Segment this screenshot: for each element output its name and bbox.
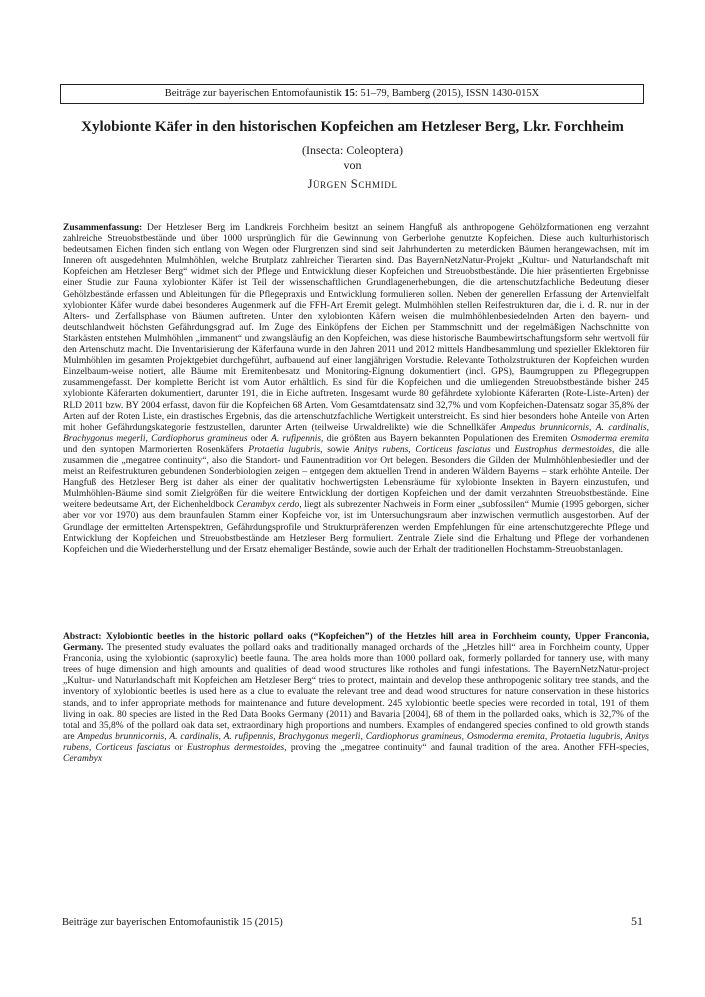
- zusammenfassung-text: oder: [247, 433, 272, 444]
- zusammenfassung-text: , die alle zusammen die „megatree continuity“, also die Standort- und Faunentradition vor Ort belegen. Besonders die Gilden der Mulmhöhlenbesiedler und der meist an Reifestrukturen gebundenen Sonderbiologien zeigen – entgegen dem aktuellen Trend in anderen Wäldern Bayerns – stark erhöhte Anteile. Der Hangfuß des Hetzleser Berg ist daher als einer der qualitativ hochwertigsten Lebensräume für xylobionte Insekten in Bayern einzustufen, und Mulmhöhlen-Bäume sind somit Zielgrößen für die weitere Entwicklung der dortigen Kopfeichen und der damit verzahnten Streuobstbestände. Eine weitere bedeutsame Art, der Eichenheldbock: [63, 444, 650, 511]
- zusammenfassung-text: und den syntopen Marmorierten Rosenkäfers: [63, 444, 249, 455]
- abstract-label: Abstract: Xylobiontic beetles in the historic pollard oaks (“Kopfeichen”) of the Hetzles hill area in Forchheim county, Upper Franconia, Germany.: [63, 632, 649, 654]
- author-name: Jürgen Schmidl: [307, 177, 398, 191]
- zusammenfassung-label: Zusammenfassung:: [63, 223, 143, 233]
- abstract-text: The presented study evaluates the pollard oaks and traditionally managed orchards of the „Hetzles hill“ area in Forchheim county, Upper Franconia, using the xylobiontic (saproxylic) beetle fauna. The area holds more than 1000 pollard oak, formerly pollarded for tannery use, with many trees of huge dimension and high amounts and qualities of dead wood structures like rotholes and fungi infestations. The BayernNetzNatur-project „Kultur- und Naturlandschaft mit Kopfeichen am Hetzleser Berg“ tries to protect, maintain and develop these anthropogenic solitary tree stands, and the inventory of xylobiontic beetles is used here as a clue to evaluate the relevant tree and dead wood structures for nature conservation in these historics stands, and to infer appropriate methods for maintenance and future development. 245 xylobiontic beetle species were recorded in total, 191 of them living in oak. 80 species are listed in the Red Data Books Germany (2011) and Bavaria [2004], 68 of them in the pollarded oaks, which is 32,7% of the total and 35,8% of the pollard oak data set, extraordinary high proportions and numbers. Examples of endangered species confined to old growth stands are: [63, 643, 649, 742]
- species-name: Protaetia lugubris: [248, 444, 321, 455]
- species-name: Cerambyx: [63, 754, 103, 765]
- species-name: Ampedus brunnicornis, A. cardinalis, Brachygonus megerli, Cardiophorus gramineus: [63, 422, 649, 444]
- page-number: 51: [631, 914, 643, 928]
- journal-pages-issn: : 51–79, Bamberg (2015), ISSN 1430-015X: [354, 88, 540, 99]
- abstract-text: or: [170, 742, 187, 753]
- zusammenfassung-text: , liegt als subrezenter Nachweis in Form einer „subfossilen“ Mumie (1995 geborgen, sicher aber vor vor 1970) aus dem braunfaulen Stamm einer Kopfeiche vor, ist im Untersuchungsraum aber inzwischen vermutlich ausgestorben. Auf der Grundlage der ermittelten Artenspektren, Gefährdungsprofile und Strukturpräferenzen werden Empfehlungen für eine artenschutzgerechte Pflege und Entwicklung der Kopfeichen und Streuobstbestände am Hetzleser Berg formuliert. Zentrale Ziele sind die Erhaltung und Pflege der vorhandenen Kopfeichen und die Wiederherstellung und der Ersatz ehemaliger Bestände, sowie auch der Erhalt der traditionellen Hochstamm-Streuobstanlagen.: [63, 500, 650, 555]
- zusammenfassung-text: und: [490, 444, 515, 455]
- species-name: Anitys rubens, Corticeus fasciatus: [354, 444, 491, 455]
- byline-von: von: [343, 158, 362, 172]
- journal-name: Beiträge zur bayerischen Entomofaunistik: [164, 88, 345, 99]
- abstract-paragraph: [63, 632, 649, 765]
- journal-volume: 15: [344, 88, 355, 99]
- species-name: Cerambyx cerdo: [236, 500, 300, 511]
- species-name: Eustrophus dermestoides: [514, 444, 613, 455]
- species-name: Osmoderma eremita: [570, 433, 649, 444]
- article-title: Xylobionte Käfer in den historischen Kopfeichen am Hetzleser Berg, Lkr. Forchheim: [81, 119, 624, 135]
- abstract-text: , proving the „megatree continuity“ and faunal tradition of the area. Another FFH-species,: [284, 742, 650, 753]
- footer-journal: Beiträge zur bayerischen Entomofaunistik 15 (2015): [62, 917, 283, 928]
- zusammenfassung-paragraph: [63, 223, 649, 556]
- species-name: Eustrophus dermestoides: [186, 742, 285, 753]
- species-name: Ampedus brunnicornis, A. cardinalis, A. rufipennis, Brachygonus megerli, Cardiophorus gramineus, Osmoderma eremita, Protaetia lugubris, Anitys rubens, Corticeus fasciatus: [63, 731, 649, 753]
- journal-citation-box: [60, 84, 644, 104]
- zusammenfassung-text: , sowie: [320, 444, 355, 455]
- zusammenfassung-text: Der Hetzleser Berg im Landkreis Forchheim besitzt an seinem Hangfuß als anthropogene Gehölzformationen eng verzahnt zahlreiche Streuobstbestände und über 1000 ursprünglich für die Gewinnung von Gerberlohe genutzte Kopfeichen. Diese auch kulturhistorisch bedeutsamen Eichen finden sich entlang von Wegen oder Flurgrenzen sind sind seit Jahrhunderten zu meterdicken Bäumen herangewachsen, mit im Inneren oft ausgedehnten Mulmhöhlen, welche Brutplatz zahlreicher Tierarten sind. Das BayernNetzNatur-Projekt „Kultur- und Naturlandschaft mit Kopfeichen am Hetzleser Berg“ widmet sich der Pflege und Entwicklung dieser Kopfeichen und Streuobstbestände. Die hier präsentierten Ergebnisse einer Studie zur Fauna xylobionter Käfer ist Teil der wissenschaftlichen Grundlagenerhebungen, die die artenschutzfachliche Bedeutung dieser Gehölzbestände erfassen und Ableitungen für die Pflegepraxis und Entwicklung formulieren sollen. Neben der generellen Erfassung der Artenvielfalt xylobionter Käfer wurde dabei besonderes Augenmerk auf die FFH-Art Eremit gelegt. Mulmhöhlen stellen Reifestrukturen dar, die i. d. R. nur in der Alters- und Zerfallsphase von Bäumen auftreten. Unter den xylobionten Käfern weisen die mulmhöhlenbesiedelnden Arten den bayern- und deutschlandweit höchsten Gefährdungsgrad auf. Im Zuge des Einköpfens der Eichen per Stammschnitt und der regelmäßigen Nachschnitte von Starkästen entstehen Mulmhöhlen „immanent“ und zwangsläufig an den Kopfeichen, was diese historische Baumbewirtschaftungsform sehr wertvoll für den Artenschutz macht. Die Inventarisierung der Käferfauna wurde in den Jahren 2011 und 2012 mittels Handbesammlung und spezieller Eklektoren für Mulmhöhlen im gesamten Projektgebiet durchgeführt, aufbauend auf einer langjährigen Vorstudie. Relevante Totholzstrukturen der Kopfeichen wurden Einzelbaum-weise notiert, alle Bäume mit Eremitenbesatz und Monitoring-Eignung dokumentiert (incl. GPS), Baumgruppen zu Pflegegruppen zusammengefasst. Der komplette Bericht ist vom Autor erhältlich. Es sind für die Kopfeichen und die umliegenden Streuobstbestände bisher 245 xylobionte Käferarten dokumentiert, darunter 191, die in Eiche auftreten. Insgesamt wurde 80 gefährdete xylobionte Käferarten (Rote-Liste-Arten) der RLD 2011 bzw. BY 2004 erfasst, davon für die Kopfeichen 68 Arten. Vom Gesamtdatensatz sind 32,7% und vom Kopfeichen-Datensatz sogar 35,8% der Arten auf der Roten Liste, ein drastisches Ergebnis, das die artenschutzfachliche Wertigkeit unterstreicht. Es sind hier besonders hohe Anteile von Arten mit hoher Gefährdungskategorie festzustellen, darunter Arten (teilweise Urwaldrelikte) wie die Schnellkäfer: [63, 223, 650, 433]
- article-subtitle: (Insecta: Coleoptera): [302, 143, 403, 157]
- zusammenfassung-text: , die größten aus Bayern bekannten Populationen des Eremiten: [321, 433, 571, 444]
- species-name: A. rufipennis: [271, 433, 322, 444]
